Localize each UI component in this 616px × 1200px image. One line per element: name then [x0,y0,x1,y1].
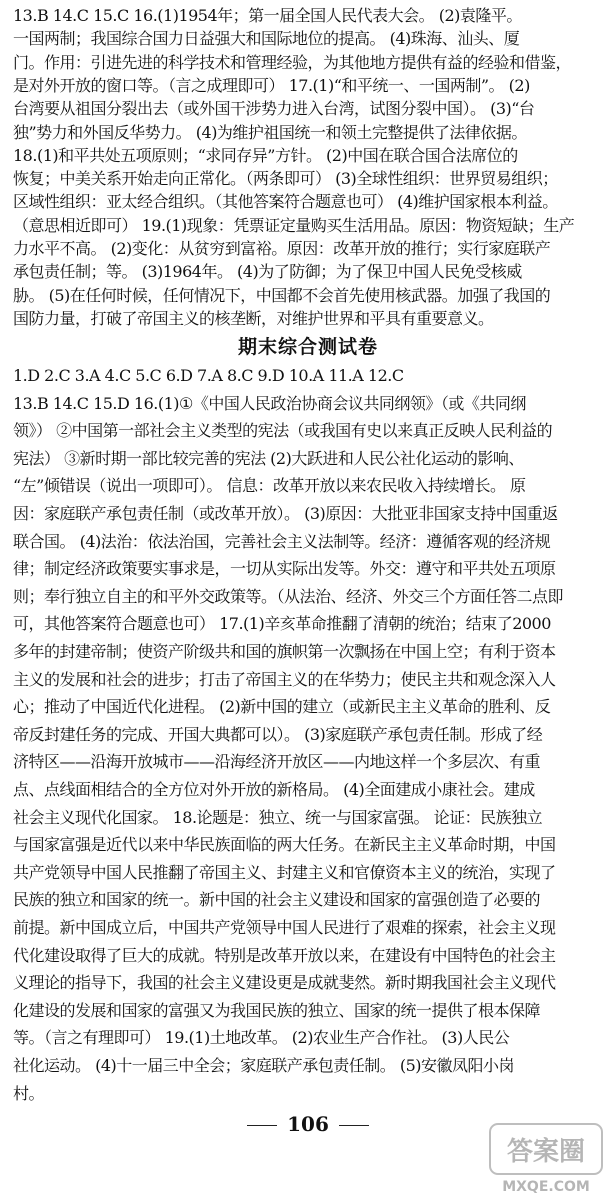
text-line: 与国家富强是近代以来中华民族面临的两大任务。在新民主主义革命时期，中国 [13,835,556,855]
text-line: （意思相近即可） 19.(1)现象：凭票证定量购买生活用品。原因：物资短缺；生产 [13,215,575,235]
text-line: 村。 [13,1083,45,1103]
watermark-logo [486,1120,606,1196]
text-line: 共产党领导中国人民推翻了帝国主义、封建主义和官僚资本主义的统治，实现了 [13,862,556,882]
text-line: 前提。新中国成立后，中国共产党领导中国人民进行了艰难的探索，社会主义现 [13,918,556,937]
text-line: 社会主义现代化国家。 18.论题是：独立、统一与国家富强。 论证：民族独立 [13,807,543,827]
text-line: 承包责任制；等。 (3)1964年。 (4)为了防御；为了保卫中国人民免受核威 [13,262,522,282]
text-line: 化建设的发展和国家的富强又为我国民族的独立、国家的统一提供了根本保障 [13,1000,541,1020]
text-line: 帝反封建任务的完成、开国大典都可以）。 (3)家庭联产承包责任制。形成了经 [13,724,543,744]
footer-dash-right [339,1125,369,1126]
text-line: 联合国。 (4)法治：依法治国，完善社会主义法制等。经济：遵循客观的经济规 [13,531,551,551]
text-line: 18.(1)和平共处五项原则；“求同存异”方针。 (2)中国在联合国合法席位的 [13,145,518,165]
text-line: 等。（言之有理即可） 19.(1)土地改革。 (2)农业生产合作社。 (3)人民公 [13,1028,510,1048]
text-line: 国防力量，打破了帝国主义的核垄断，对维护世界和平具有重要意义。 [13,308,494,328]
text-line: 主义的发展和社会的进步；打击了帝国主义的在华势力；使民主共和观念深入人 [13,669,556,689]
watermark-top-text: 答案圈 [506,1137,586,1167]
text-line: 济特区——沿海开放城市——沿海经济开放区——内地这样一个多层次、有重 [13,752,541,772]
footer-dash-left [247,1125,277,1126]
text-line: 独”势力和外国反华势力。 (4)为维护祖国统一和领土完整提供了法律依据。 [13,122,527,142]
page-number: 106 [287,1112,329,1136]
text-line: 可，其他答案符合题意也可） 17.(1)辛亥革命推翻了清朝的统治；结束了2000 [13,614,551,634]
text-line: “左”倾错误（说出一项即可）。 信息：改革开放以来农民收入持续增长。 原 [13,476,526,496]
text-line: 领》） ②中国第一部社会主义类型的宪法（或我国有史以来真正反映人民利益的 [13,421,553,441]
text-line: 力水平不高。 (2)变化：从贫穷到富裕。原因：改革开放的推行；实行家庭联产 [13,239,551,258]
text-line: 台湾要从祖国分裂出去（或外国干涉势力进入台湾，试图分裂中国）。 (3)“台 [13,99,535,119]
text-line: 13.B 14.C 15.D 16.(1)①《中国人民政治协商会议共同纲领》（或《共同纲 [13,393,526,413]
text-line: 是对外开放的窗口等。（言之成理即可） 17.(1)“和平统一、一国两制”。 (2) [13,75,530,95]
text-line: 代化建设取得了巨大的成就。特别是改革开放以来，在建设有中国特色的社会主 [13,945,556,965]
text-line: 心；推动了中国近代化进程。 (2)新中国的建立（或新民主主义革命的胜利、反 [13,697,551,717]
text-line: 点、点线面相结合的全方位对外开放的新格局。 (4)全面建成小康社会。建成 [13,780,535,799]
text-line: 因：家庭联产承包责任制（或改革开放）。 (3)原因：大批亚非国家支持中国重返 [13,504,558,523]
text-line: 社化运动。 (4)十一届三中全会；家庭联产承包责任制。 (5)安徽凤阳小岗 [13,1056,515,1075]
text-line: 13.B 14.C 15.C 16.(1)1954年；第一届全国人民代表大会。 (2)袁隆平。 [13,6,522,25]
watermark-bottom-text: MXQE.COM [502,1179,590,1195]
text-line: 民族的独立和国家的统一。新中国的社会主义建设和国家的富强创造了必要的 [13,890,541,910]
text-line: 宪法） ③新时期一部比较完善的宪法 (2)大跃进和人民公社化运动的影响、 [13,448,524,468]
text-line: 1.D 2.C 3.A 4.C 5.C 6.D 7.A 8.C 9.D 10.A 11.A 12.C [13,366,404,385]
text-line: 义理论的指导下，我国的社会主义建设更是成就斐然。新时期我国社会主义现代 [13,973,556,993]
text-line: 胁。 (5)在任何时候，任何情况下，中国都不会首先使用核武器。加强了我国的 [13,285,551,305]
text-line: 多年的封建帝制；使资产阶级共和国的旗帜第一次飘扬在中国上空；有利于资本 [13,642,556,661]
text-line: 则；奉行独立自主的和平外交政策等。（从法治、经济、外交三个方面任答二点即 [13,586,564,606]
text-line: 一国两制；我国综合国力日益强大和国际地位的提高。 (4)珠海、汕头、厦 [13,29,520,49]
text-line: 区域性组织：亚太经合组织。（其他答案符合题意也可） (4)维护国家根本利益。 [13,192,558,212]
text-line: 律；制定经济政策要实事求是，一切从实际出发等。外交：遵守和平共处五项原 [13,559,556,579]
section-title: 期末综合测试卷 [237,336,378,358]
text-line: 门。作用：引进先进的科学技术和管理经验，为其他地方提供有益的经验和借鉴， [13,52,572,72]
text-line: 恢复；中美关系开始走向正常化。（两条即可） (3)全球性组织：世界贸易组织； [13,169,558,189]
